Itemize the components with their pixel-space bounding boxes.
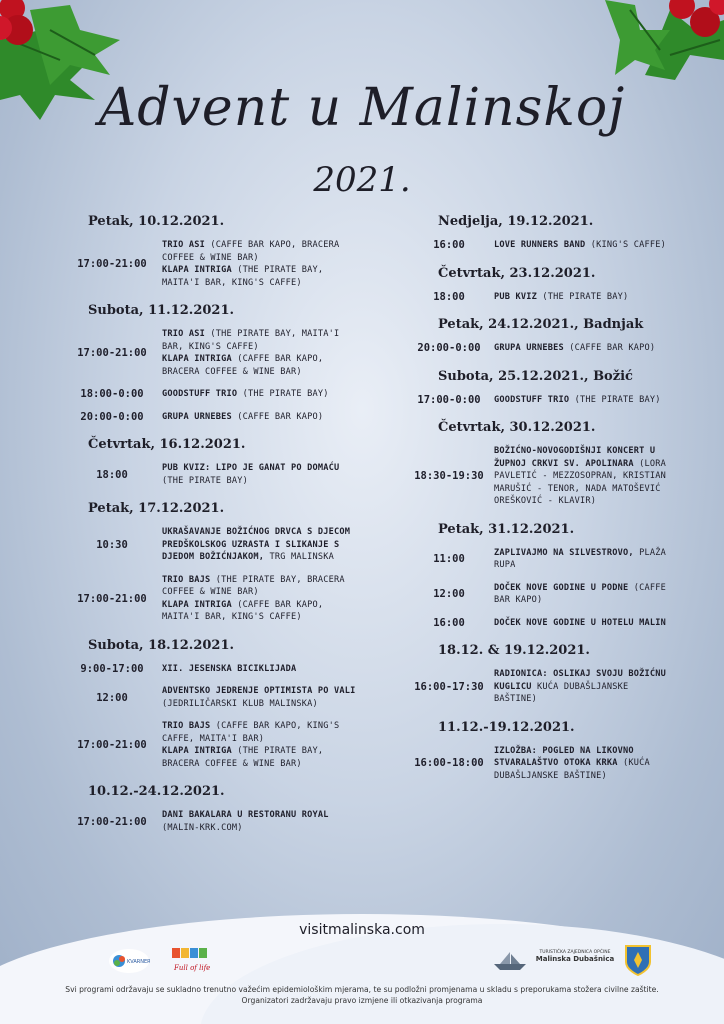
event-description — [162, 809, 362, 834]
event-location: (MALIN-KRK.COM) — [162, 822, 243, 833]
footer-line-1: Svi programi održavaju se sukladno trenutno važećim epidemiološkim mjerama, te su podložni promjenama u skladu s preporukama stožera civilne zaštite. — [65, 985, 659, 994]
event-item — [494, 445, 666, 508]
event-name: PUB KVIZ: LIPO JE GANAT PO DOMAĆU — [162, 463, 340, 473]
event-location: PLAŽA RUPA — [494, 547, 666, 570]
schedule-right-column — [404, 214, 666, 796]
event-row — [62, 574, 362, 624]
day-heading: Petak, 10.12.2021. — [88, 214, 225, 229]
event-name: KLAPA INTRIGA — [162, 265, 232, 275]
event-description — [162, 411, 323, 424]
event-item — [162, 353, 362, 378]
boat-logo-icon — [492, 952, 528, 976]
event-name: KLAPA INTRIGA — [162, 354, 232, 364]
day-block — [404, 266, 666, 304]
event-description — [494, 668, 666, 706]
event-name: DOČEK NOVE GODINE U PODNE — [494, 582, 629, 593]
event-time: 16:00-18:00 — [414, 757, 484, 770]
event-item — [162, 264, 362, 289]
day-heading: Četvrtak, 30.12.2021. — [438, 420, 596, 435]
event-description — [494, 745, 666, 783]
event-location: (THE PIRATE BAY) — [537, 291, 629, 302]
event-row — [62, 809, 362, 834]
day-block — [404, 369, 666, 407]
event-location: (KING'S CAFFE) — [585, 240, 666, 250]
day-heading: Subota, 25.12.2021., Božić — [438, 368, 633, 384]
event-row — [404, 239, 666, 252]
event-time: 17:00-21:00 — [77, 815, 147, 828]
event-location: (JEDRILIČARSKI KLUB MALINSKA) — [162, 698, 318, 709]
event-description — [494, 617, 666, 630]
event-description — [494, 547, 666, 572]
event-name: UKRAŠAVANJE BOŽIĆNOG DRVCA S DJECOM PREDŠKOLSKOG UZRASTA I SLIKANJE S DJEDOM BOŽIĆNJAKOM, — [162, 527, 351, 562]
event-name: KLAPA INTRIGA — [162, 746, 232, 756]
event-row — [62, 685, 362, 710]
event-name: KLAPA INTRIGA — [162, 599, 232, 610]
event-name: BOŽIĆNO-NOVOGODIŠNJI KONCERT U ŽUPNOJ CRKVI SV. APOLINARA — [494, 446, 656, 469]
day-heading: Nedjelja, 19.12.2021. — [438, 214, 594, 229]
event-name: GOODSTUFF TRIO — [162, 389, 238, 399]
event-item — [162, 809, 362, 834]
event-row — [62, 328, 362, 378]
event-item — [162, 462, 362, 487]
event-time: 11:00 — [433, 553, 465, 565]
event-time: 18:00 — [433, 290, 465, 303]
event-time: 17:00-21:00 — [77, 739, 147, 751]
day-block — [404, 720, 666, 783]
event-item — [494, 582, 666, 607]
malinska-logo-subtitle: TURISTIČKA ZAJEDNICA OPĆINE — [539, 950, 611, 955]
day-block — [404, 643, 666, 706]
event-time: 12:00 — [96, 691, 128, 704]
page-title: Advent u Malinskoj — [98, 78, 626, 138]
event-time: 16:00-17:30 — [414, 680, 484, 693]
day-block — [62, 784, 362, 834]
event-row — [62, 526, 362, 564]
event-name: DOČEK NOVE GODINE U HOTELU MALIN — [494, 617, 666, 628]
day-heading: Petak, 24.12.2021., Badnjak — [438, 317, 644, 332]
event-time: 17:00-0:00 — [417, 393, 481, 406]
event-name: GRUPA URNEBES — [494, 343, 564, 353]
event-item — [162, 411, 323, 424]
event-location: (CAFFE BAR KAPO) — [494, 582, 666, 605]
event-location: (LORA PAVLETIĆ - MEZZOSOPRAN, KRISTIAN MARUŠIĆ - TENOR, NADA MATOŠEVIĆ OREŠKOVIĆ - KLAVIR) — [494, 458, 666, 506]
event-time: 16:00 — [433, 239, 465, 252]
event-location: (KUĆA DUBAŠLJANSKE BAŠTINE) — [494, 758, 650, 781]
event-name: TRIO ASI — [162, 329, 205, 339]
event-row — [404, 291, 666, 304]
malinska-logo — [535, 950, 615, 963]
event-row — [404, 745, 666, 783]
event-description — [494, 394, 661, 407]
event-name: TRIO ASI — [162, 240, 205, 250]
footer-disclaimer — [0, 984, 724, 1006]
day-heading: Subota, 18.12.2021. — [88, 637, 235, 653]
event-row — [404, 445, 666, 508]
day-block — [62, 437, 362, 487]
event-location: (CAFFE BAR KAPO, MAITA'I BAR, KING'S CAFFE) — [162, 599, 324, 622]
event-item — [162, 239, 362, 264]
event-time: 9:00-17:00 — [80, 662, 144, 675]
day-block — [404, 522, 666, 630]
event-name: ZAPLIVAJMO NA SILVESTROVO, — [494, 547, 634, 558]
kvarner-logo-text: KVARNER — [127, 959, 150, 965]
event-location: (THE PIRATE BAY, MAITA'I BAR, KING'S CAFFE) — [162, 265, 324, 288]
event-location: TRG MALINSKA — [264, 552, 334, 562]
event-name: IZLOŽBA: POGLED NA LIKOVNO STVARALAŠTVO OTOKA KRKA — [494, 745, 634, 768]
event-location: (CAFFE BAR KAPO, KING'S CAFFE, MAITA'I BAR) — [162, 721, 340, 744]
day-block — [404, 214, 666, 252]
event-item — [494, 547, 666, 572]
event-description — [162, 685, 362, 710]
coat-of-arms-icon — [624, 944, 652, 980]
event-location: (THE PIRATE BAY) — [162, 475, 248, 486]
event-location: (CAFFE BAR KAPO, BRACERA COFFEE & WINE BAR) — [162, 354, 324, 377]
event-location: (THE PIRATE BAY) — [237, 389, 329, 399]
event-description — [494, 291, 628, 304]
event-location: (CAFFE BAR KAPO) — [231, 411, 324, 422]
event-row — [62, 411, 362, 424]
day-heading: Subota, 11.12.2021. — [88, 303, 235, 318]
event-item — [494, 617, 666, 630]
event-row — [62, 462, 362, 487]
sponsor-logos — [0, 944, 724, 978]
day-block — [404, 420, 666, 508]
event-description — [162, 239, 362, 289]
event-location: (THE PIRATE BAY, MAITA'I BAR, KING'S CAFFE) — [162, 329, 340, 352]
event-time: 16:00 — [433, 616, 465, 629]
event-time: 17:00-21:00 — [77, 347, 147, 359]
event-description — [494, 342, 655, 355]
event-name: TRIO BAJS — [162, 574, 211, 585]
event-description — [162, 328, 362, 378]
event-item — [162, 574, 362, 599]
event-description — [162, 462, 362, 487]
event-item — [162, 745, 362, 770]
event-row — [62, 388, 362, 401]
event-description — [162, 720, 362, 770]
event-item — [494, 239, 666, 252]
full-of-life-logo — [170, 944, 212, 982]
event-item — [494, 394, 661, 407]
event-location: (CAFFE BAR KAPO) — [563, 343, 656, 353]
event-name: ADVENTSKO JEDRENJE OPTIMISTA PO VALI — [162, 686, 356, 696]
event-item — [162, 526, 362, 564]
event-item — [494, 342, 655, 355]
event-name: GOODSTUFF TRIO — [494, 394, 570, 405]
malinska-logo-title: Malinska Dubašnica — [535, 955, 615, 963]
event-item — [494, 291, 628, 304]
event-row — [404, 342, 666, 355]
day-block — [62, 638, 362, 771]
event-location: KUĆA DUBAŠLJANSKE BAŠTINE) — [494, 681, 629, 704]
event-description — [494, 239, 666, 252]
event-description — [162, 388, 329, 401]
footer-line-2: Organizatori zadržavaju pravo izmjene ili otkazivanja programa — [241, 996, 483, 1005]
event-time: 18:00 — [96, 468, 128, 481]
day-heading: 18.12. & 19.12.2021. — [438, 643, 590, 658]
event-name: RADIONICA: OSLIKAJ SVOJU BOŽIĆNU KUGLICU — [494, 669, 666, 692]
day-block — [62, 501, 362, 624]
event-row — [404, 547, 666, 572]
event-time: 17:00-21:00 — [77, 592, 147, 605]
event-row — [404, 582, 666, 607]
event-row — [404, 668, 666, 706]
day-heading: 11.12.-19.12.2021. — [438, 719, 575, 735]
event-time: 20:00-0:00 — [80, 410, 144, 423]
event-name: LOVE RUNNERS BAND — [494, 240, 586, 250]
website-link[interactable]: visitmalinska.com — [299, 922, 425, 938]
event-location: (THE PIRATE BAY, BRACERA COFFEE & WINE BAR) — [162, 746, 324, 769]
event-item — [162, 685, 362, 710]
day-heading: Petak, 31.12.2021. — [438, 521, 575, 537]
event-name: DANI BAKALARA U RESTORANU ROYAL — [162, 810, 329, 820]
event-name: GRUPA URNEBES — [162, 411, 232, 422]
event-row — [62, 663, 362, 676]
event-item — [162, 720, 362, 745]
day-heading: Četvrtak, 23.12.2021. — [438, 265, 596, 281]
event-description — [494, 582, 666, 607]
event-time: 17:00-21:00 — [77, 258, 147, 270]
event-item — [162, 599, 362, 624]
schedule-left-column — [62, 214, 362, 848]
event-time: 18:00-0:00 — [80, 388, 144, 401]
event-name: TRIO BAJS — [162, 721, 211, 731]
event-row — [404, 617, 666, 630]
event-item — [494, 668, 666, 706]
event-time: 20:00-0:00 — [417, 342, 481, 355]
event-time: 10:30 — [96, 538, 128, 551]
event-description — [162, 574, 362, 624]
event-time: 12:00 — [433, 588, 465, 600]
day-heading: 10.12.-24.12.2021. — [88, 784, 225, 799]
event-item — [494, 745, 666, 783]
full-of-life-text: Full of life — [174, 964, 211, 972]
event-location: (THE PIRATE BAY) — [569, 394, 661, 405]
event-description — [162, 663, 296, 676]
kvarner-logo — [108, 948, 150, 978]
event-name: PUB KVIZ — [494, 291, 537, 302]
day-block — [62, 214, 362, 289]
event-item — [162, 388, 329, 401]
event-description — [162, 526, 362, 564]
page-year: 2021. — [313, 160, 411, 200]
day-heading: Petak, 17.12.2021. — [88, 501, 225, 516]
event-location: (THE PIRATE BAY, BRACERA COFFEE & WINE BAR) — [162, 574, 345, 597]
day-heading: Četvrtak, 16.12.2021. — [88, 437, 246, 452]
event-time: 18:30-19:30 — [414, 470, 484, 483]
event-description — [494, 445, 666, 508]
event-location: (CAFFE BAR KAPO, BRACERA COFFEE & WINE BAR) — [162, 240, 340, 263]
day-block — [62, 303, 362, 423]
event-name: XII. JESENSKA BICIKLIJADA — [162, 663, 297, 674]
event-item — [162, 663, 296, 676]
event-item — [162, 328, 362, 353]
day-block — [404, 317, 666, 355]
event-row — [404, 394, 666, 407]
event-row — [62, 239, 362, 289]
event-row — [62, 720, 362, 770]
